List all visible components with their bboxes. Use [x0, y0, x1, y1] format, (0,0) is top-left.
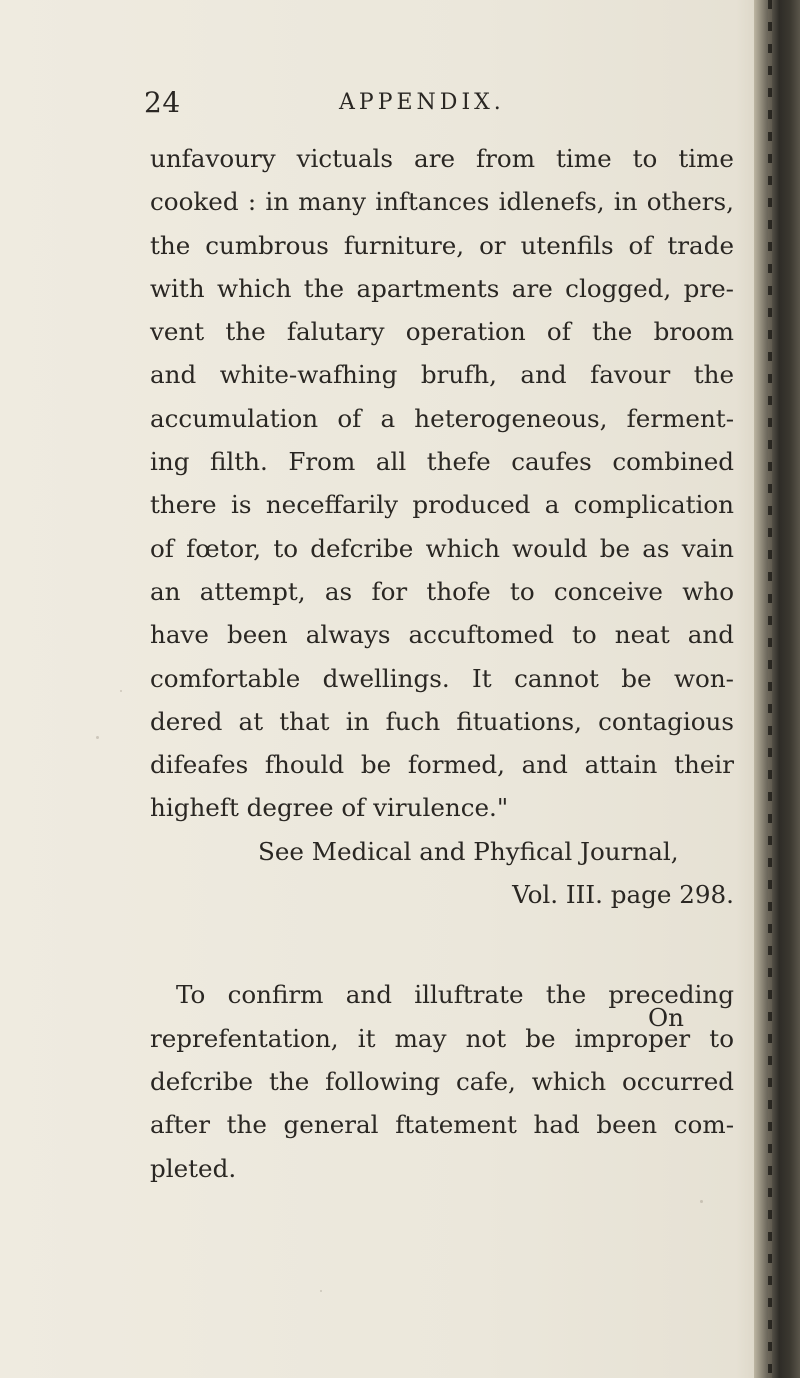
page-number: 24 [144, 86, 181, 119]
paragraph-gap [150, 916, 734, 973]
paper-speck [320, 1290, 322, 1292]
body-line: and white-wafhing brufh, and favour the [150, 360, 734, 390]
text-block [150, 137, 734, 1190]
paper-speck [120, 690, 122, 692]
citation-line-1: See Medical and Phyfical Journal, [258, 836, 679, 866]
page-header [144, 86, 704, 126]
running-head: APPENDIX. [339, 90, 505, 115]
body-line: there is neceffarily produced a complication [150, 490, 734, 520]
body-line: the cumbrous furniture, or utenfils of trade [150, 230, 734, 260]
body-line: unfavoury victuals are from time to time [150, 144, 734, 173]
body-line: cooked : in many inftances idlenefs, in others, [150, 187, 734, 217]
body-line: comfortable dwellings. It cannot be won- [150, 663, 734, 693]
paragraph2-line: To confirm and illuftrate the preceding [176, 980, 734, 1010]
paper-speck [700, 1200, 703, 1203]
body-line: ing filth. From all thefe caufes combined [150, 447, 734, 477]
body-line: with which the apartments are clogged, pre- [150, 273, 734, 303]
paragraph2-line-last: pleted. [150, 1153, 237, 1183]
body-line: have been always accuftomed to neat and [150, 620, 734, 650]
catchword: On [648, 1003, 685, 1032]
paragraph2-line: defcribe the following cafe, which occurred [150, 1066, 734, 1096]
body-line: difeafes fhould be formed, and attain their [150, 750, 734, 780]
paragraph2-line: after the general ftatement had been com- [150, 1110, 734, 1140]
body-line: vent the falutary operation of the broom [150, 317, 734, 347]
body-line: of fœtor, to defcribe which would be as vain [150, 533, 734, 563]
body-line: dered at that in fuch fituations, contagious [150, 706, 734, 736]
body-line: accumulation of a heterogeneous, ferment- [150, 403, 734, 433]
body-line: an attempt, as for thofe to conceive who [150, 576, 734, 606]
paragraph2-line: reprefentation, it may not be improper to [150, 1023, 734, 1053]
binding-edge [754, 0, 800, 1378]
paper-speck [96, 736, 99, 739]
citation-line-2: Vol. III. page 298. [512, 880, 734, 910]
body-line-last: higheft degree of virulence." [150, 793, 509, 823]
